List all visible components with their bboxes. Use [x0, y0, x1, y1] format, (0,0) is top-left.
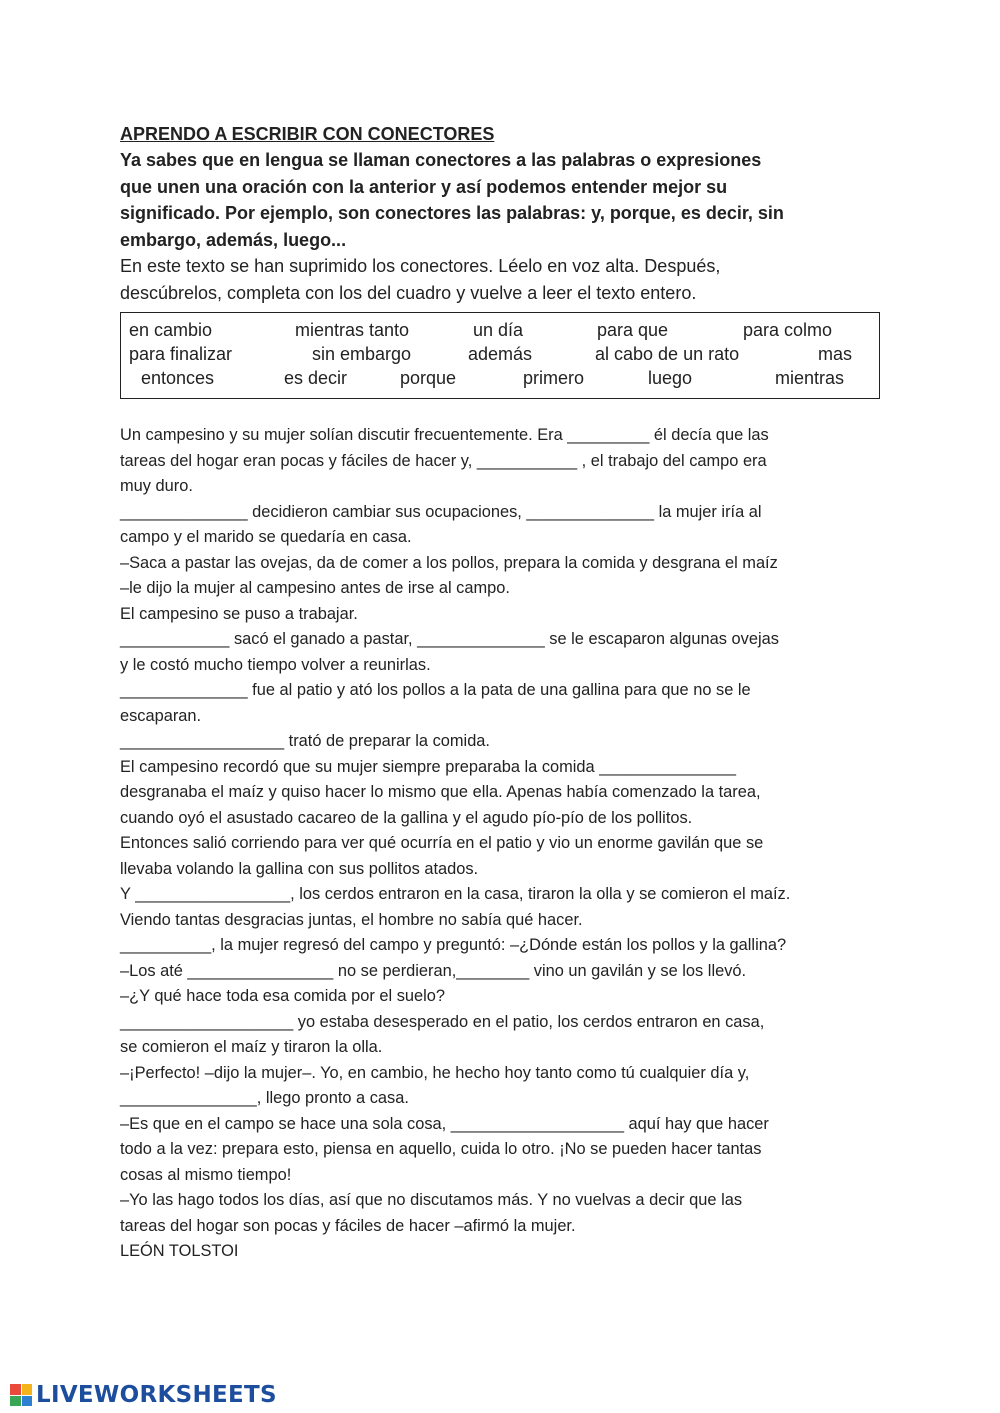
- story-author: LEÓN TOLSTOI: [120, 1242, 239, 1260]
- connector-word: sin embargo: [312, 344, 412, 364]
- connector-word: mas: [818, 344, 853, 364]
- story-line: El campesino se puso a trabajar.: [120, 604, 358, 623]
- story-line: ______________ fue al patio y ató los pollos a la pata de una gallina para que no se le: [120, 681, 751, 699]
- story-line: –¡Perfecto! –dijo la mujer–. Yo, en cambio, he hecho hoy tanto como tú cualquier día y,: [120, 1063, 750, 1082]
- story-text: [120, 423, 890, 1265]
- story-line: y le costó mucho tiempo volver a reunirlas.: [120, 655, 431, 674]
- story-line: El campesino recordó que su mujer siempre preparaba la comida _______________: [120, 757, 736, 776]
- instruction-line-2: descúbrelos, completa con los del cuadro y vuelve a leer el texto entero.: [120, 282, 697, 303]
- connector-word: porque: [400, 368, 457, 388]
- story-line: __________________ trató de preparar la comida.: [120, 732, 490, 750]
- connector-word: para colmo: [743, 320, 833, 340]
- connector-word: primero: [523, 368, 585, 388]
- intro-bold-line-4: embargo, además, luego...: [120, 229, 347, 250]
- story-line: –Saca a pastar las ovejas, da de comer a los pollos, prepara la comida y desgrana el maíz: [120, 553, 778, 572]
- liveworksheets-logo[interactable]: [10, 1381, 277, 1409]
- intro-bold-line-2: que unen una oración con la anterior y así podemos entender mejor su: [120, 176, 728, 197]
- story-line: –¿Y qué hace toda esa comida por el suelo?: [120, 987, 445, 1005]
- connector-word: entonces: [141, 368, 215, 388]
- liveworksheets-logo-icon: [10, 1384, 32, 1406]
- story-line: tareas del hogar eran pocas y fáciles de hacer y, ___________ , el trabajo del campo era: [120, 451, 767, 470]
- story-line: se comieron el maíz y tiraron la olla.: [120, 1038, 383, 1056]
- intro-bold-line-3: significado. Por ejemplo, son conectores las palabras: y, porque, es decir, sin: [120, 203, 784, 223]
- connector-word: para finalizar: [129, 344, 233, 364]
- word-box-row: [121, 320, 879, 344]
- story-line: __________, la mujer regresó del campo y preguntó: –¿Dónde están los pollos y la gallina?: [120, 936, 787, 954]
- story-line: –le dijo la mujer al campesino antes de irse al campo.: [120, 579, 510, 597]
- connector-word: además: [468, 344, 533, 364]
- story-line: –Los até ________________ no se perdieran,________ vino un gavilán y se los llevó.: [120, 961, 747, 980]
- logo-text: LIVEWORKSHEETS: [36, 1382, 277, 1408]
- story-line: –Yo las hago todos los días, así que no discutamos más. Y no vuelvas a decir que las: [120, 1191, 743, 1209]
- story-line: Entonces salió corriendo para ver qué ocurría en el patio y vio un enorme gavilán que se: [120, 834, 764, 852]
- story-line: ______________ decidieron cambiar sus ocupaciones, ______________ la mujer iría al: [120, 502, 762, 521]
- connector-word: al cabo de un rato: [595, 344, 740, 364]
- worksheet-title: APRENDO A ESCRIBIR CON CONECTORES: [120, 124, 495, 144]
- story-line: Viendo tantas desgracias juntas, el hombre no sabía qué hacer.: [120, 910, 583, 929]
- connector-word-box: [120, 312, 880, 399]
- word-box-row: [121, 344, 879, 368]
- story-line: Un campesino y su mujer solían discutir frecuentemente. Era _________ él decía que las: [120, 426, 769, 444]
- story-line: cuando oyó el asustado cacareo de la gallina y el agudo pío-pío de los pollitos.: [120, 808, 693, 827]
- connector-word: en cambio: [129, 320, 213, 340]
- intro-bold-line-1: Ya sabes que en lengua se llaman conectores a las palabras o expresiones: [120, 150, 762, 170]
- connector-word: es decir: [284, 368, 348, 388]
- story-line: todo a la vez: prepara esto, piensa en aquello, cuida lo otro. ¡No se pueden hacer tantas: [120, 1140, 762, 1158]
- story-line: tareas del hogar son pocas y fáciles de hacer –afirmó la mujer.: [120, 1216, 576, 1235]
- story-line: ____________ sacó el ganado a pastar, ______________ se le escaparon algunas ovejas: [120, 630, 779, 648]
- story-line: desgranaba el maíz y quiso hacer lo mismo que ella. Apenas había comenzado la tarea,: [120, 783, 761, 801]
- connector-word: un día: [473, 320, 524, 340]
- story-line: cosas al mismo tiempo!: [120, 1165, 292, 1184]
- story-line: campo y el marido se quedaría en casa.: [120, 528, 412, 546]
- story-line: –Es que en el campo se hace una sola cosa, ___________________ aquí hay que hacer: [120, 1114, 769, 1133]
- story-line: muy duro.: [120, 477, 193, 495]
- story-line: llevaba volando la gallina con sus pollitos atados.: [120, 859, 479, 878]
- story-line: escaparan.: [120, 706, 202, 725]
- worksheet: [120, 121, 880, 399]
- story-line: ___________________ yo estaba desesperado en el patio, los cerdos entraron en casa,: [120, 1012, 765, 1031]
- story-line: Y _________________, los cerdos entraron en la casa, tiraron la olla y se comieron el maíz.: [120, 885, 791, 903]
- connector-word: mientras tanto: [295, 320, 410, 340]
- connector-word: mientras: [775, 368, 845, 388]
- connector-word: para que: [597, 320, 669, 340]
- word-box-row: [121, 368, 879, 392]
- connector-word: luego: [648, 368, 693, 388]
- story-line: _______________, llego pronto a casa.: [120, 1089, 409, 1107]
- instruction-line-1: En este texto se han suprimido los conectores. Léelo en voz alta. Después,: [120, 256, 721, 276]
